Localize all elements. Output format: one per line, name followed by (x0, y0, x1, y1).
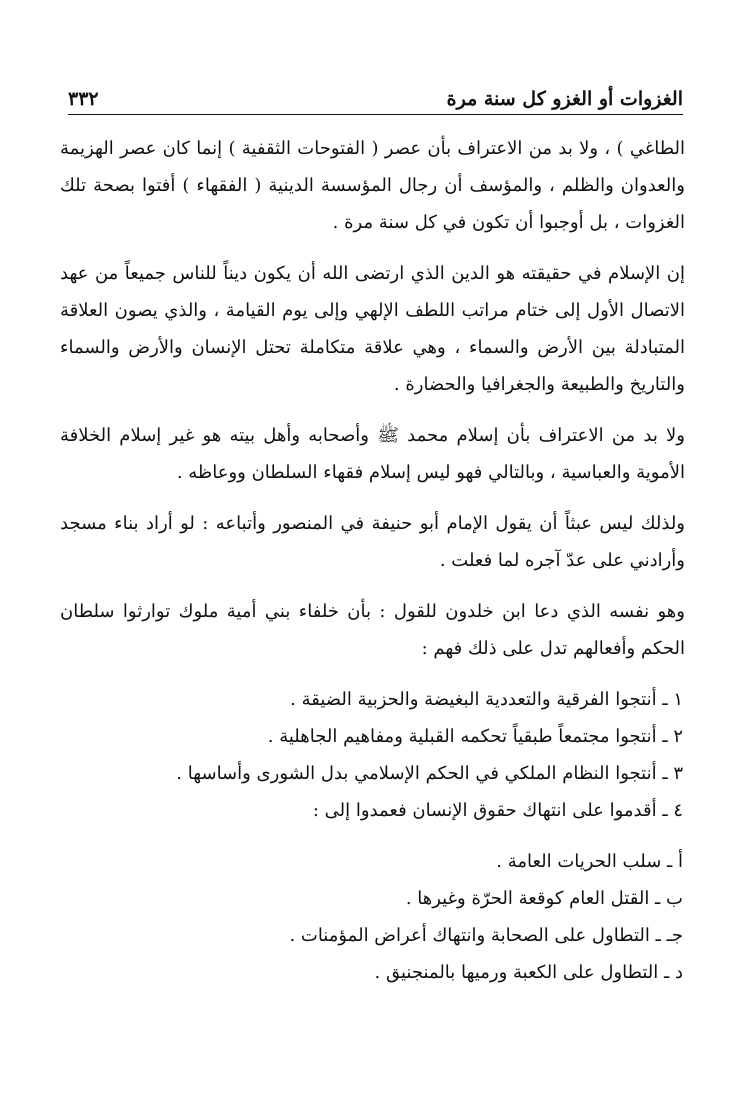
list-item: ٤ ـ أقدموا على انتهاك حقوق الإنسان فعمدوا إلى : (312, 800, 683, 821)
paragraph: ولذلك ليس عبثاً أن يقول الإمام أبو حنيفة في المنصور وأتباعه : لو أراد بناء مسجد وأرادني على عدّ آجره لما فعلت . (60, 513, 685, 571)
paragraph: ولا بد من الاعتراف بأن إسلام محمد ﷺ وأصحابه وأهل بيته هو غير إسلام الخلافة الأموية والعباسية ، وبالتالي فهو ليس إسلام فقهاء السلطان ووعاظه . (60, 425, 685, 483)
list-item: جـ ـ التطاول على الصحابة وانتهاك أعراض المؤمنات . (289, 925, 683, 946)
numbered-list (60, 681, 685, 829)
page-number: ٣٣٢ (68, 88, 99, 110)
paragraph: وهو نفسه الذي دعا ابن خلدون للقول : بأن خلفاء بني أمية ملوك توارثوا سلطان الحكم وأفعالهم تدل على ذلك فهم : (60, 601, 685, 659)
running-header (68, 84, 683, 115)
list-item: د ـ التطاول على الكعبة ورميها بالمنجنيق . (374, 962, 683, 983)
list-item: ١ ـ أنتجوا الفرقية والتعددية البغيضة والحزبية الضيقة . (290, 689, 683, 710)
paragraph: الطاغي ) ، ولا بد من الاعتراف بأن عصر ( الفتوحات الثقفية ) إنما كان عصر الهزيمة والعدوان والظلم ، والمؤسف أن رجال المؤسسة الدينية ( الفقهاء ) أفتوا بصحة تلك الغزوات ، بل أوجبوا أن تكون في كل سنة مرة . (60, 138, 685, 233)
list-item: أ ـ سلب الحريات العامة . (496, 851, 683, 872)
list-item: ٢ ـ أنتجوا مجتمعاً طبقياً تحكمه القبلية ومفاهيم الجاهلية . (267, 726, 683, 747)
lettered-list (60, 843, 685, 991)
chapter-title: الغزوات أو الغزو كل سنة مرة (446, 88, 683, 110)
paragraph: إن الإسلام في حقيقته هو الدين الذي ارتضى الله أن يكون ديناً للناس جميعاً من عهد الاتصال الأول إلى ختام مراتب اللطف الإلهي وإلى يوم القيامة ، والذي يصون العلاقة المتبادلة بين الأرض والسماء ، وهي علاقة متكاملة تحتل الإنسان والأرض والسماء والتاريخ والطبيعة والجغرافيا والحضارة . (60, 263, 685, 395)
page-body (60, 130, 685, 1005)
list-item: ب ـ القتل العام كوقعة الحرّة وغيرها . (405, 888, 683, 909)
list-item: ٣ ـ أنتجوا النظام الملكي في الحكم الإسلامي بدل الشورى وأساسها . (176, 763, 683, 784)
